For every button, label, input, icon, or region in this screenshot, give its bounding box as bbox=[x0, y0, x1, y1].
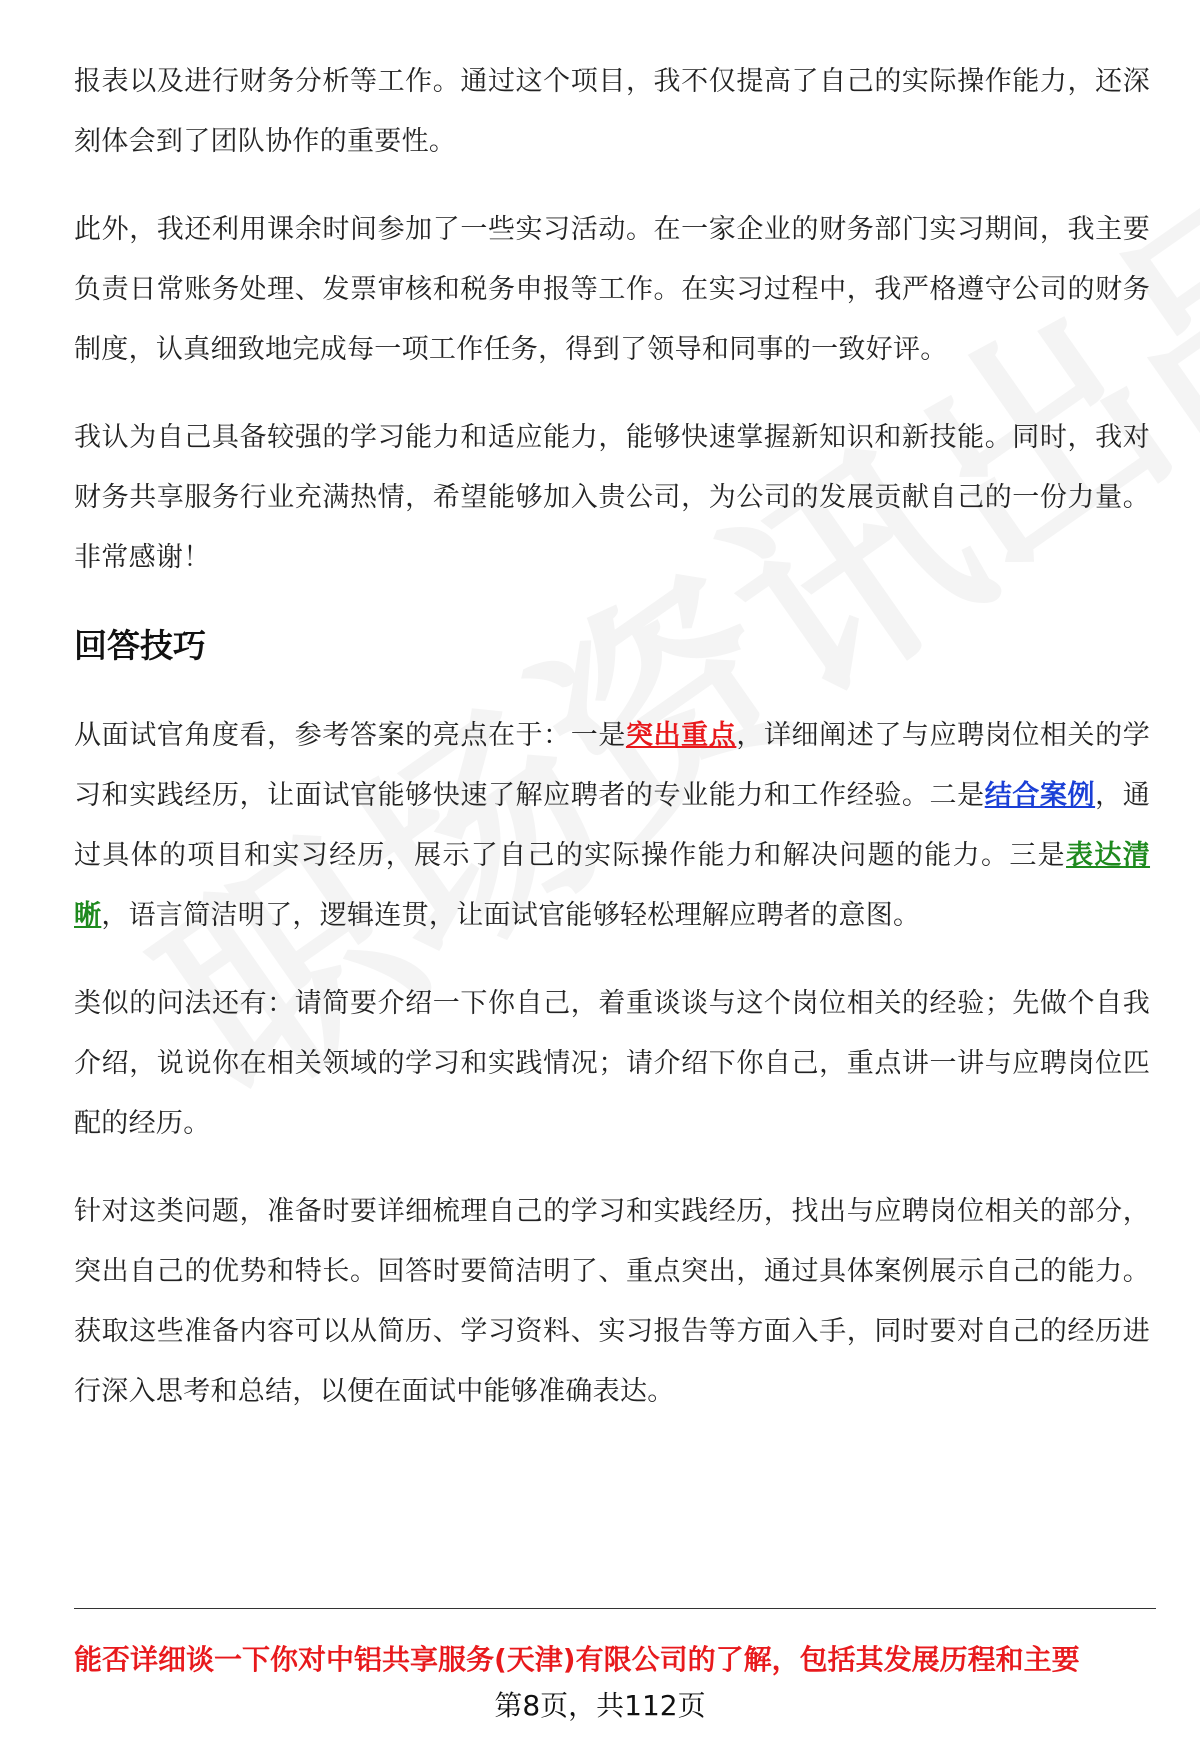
highlight-clarity: 表达清晰 bbox=[74, 840, 1151, 931]
page-number: 第8页，共112页 bbox=[494, 1689, 706, 1722]
paragraph-advice: 针对这类问题，准备时要详细梳理自己的学习和实践经历，找出与应聘岗位相关的部分，突出自己的优势和特长。回答时要简洁明了、重点突出，通过具体案例展示自己的能力。获取这些准备内容可以从简历、学习资料、实习报告等方面入手，同时要对自己的经历进行深入思考和总结，以便在面试中能够准确表达。 bbox=[74, 1196, 1150, 1407]
document-body bbox=[74, 52, 1150, 1450]
highlight-keypoint: 突出重点 bbox=[625, 720, 737, 751]
footer-divider bbox=[74, 1608, 1156, 1609]
paragraph-internship: 此外，我还利用课余时间参加了一些实习活动。在一家企业的财务部门实习期间，我主要负责日常账务处理、发票审核和税务申报等工作。在实习过程中，我严格遵守公司的财务制度，认真细致地完成每一项工作任务，得到了领导和同事的一致好评。 bbox=[74, 214, 1150, 365]
tips-text: 从面试官角度看，参考答案的亮点在于：一是 bbox=[74, 720, 626, 751]
tips-text: ，通过具体的项目和实习经历，展示了自己的实际操作能力和解决问题的能力。三是 bbox=[74, 780, 1150, 871]
tips-text: ，详细阐述了与应聘岗位相关的学习和实践经历，让面试官能够快速了解应聘者的专业能力和工作经验。二是 bbox=[74, 720, 1151, 811]
section-heading: 回答技巧 bbox=[74, 626, 206, 665]
highlight-case: 结合案例 bbox=[984, 780, 1096, 811]
tips-text: ，语言简洁明了，逻辑连贯，让面试官能够轻松理解应聘者的意图。 bbox=[101, 900, 921, 931]
next-question-title: 能否详细谈一下你对中铝共享服务(天津)有限公司的了解，包括其发展历程和主要 bbox=[74, 1643, 1080, 1676]
paragraph-tips bbox=[74, 706, 1150, 946]
paragraph-similar-questions: 类似的问法还有：请简要介绍一下你自己，着重谈谈与这个岗位相关的经验；先做个自我介绍，说说你在相关领域的学习和实践情况；请介绍下你自己，重点讲一讲与应聘岗位匹配的经历。 bbox=[74, 988, 1150, 1139]
paragraph-project: 报表以及进行财务分析等工作。通过这个项目，我不仅提高了自己的实际操作能力，还深刻体会到了团队协作的重要性。 bbox=[74, 66, 1150, 157]
paragraph-closing: 我认为自己具备较强的学习能力和适应能力，能够快速掌握新知识和新技能。同时，我对财务共享服务行业充满热情，希望能够加入贵公司，为公司的发展贡献自己的一份力量。非常感谢！ bbox=[74, 422, 1150, 573]
